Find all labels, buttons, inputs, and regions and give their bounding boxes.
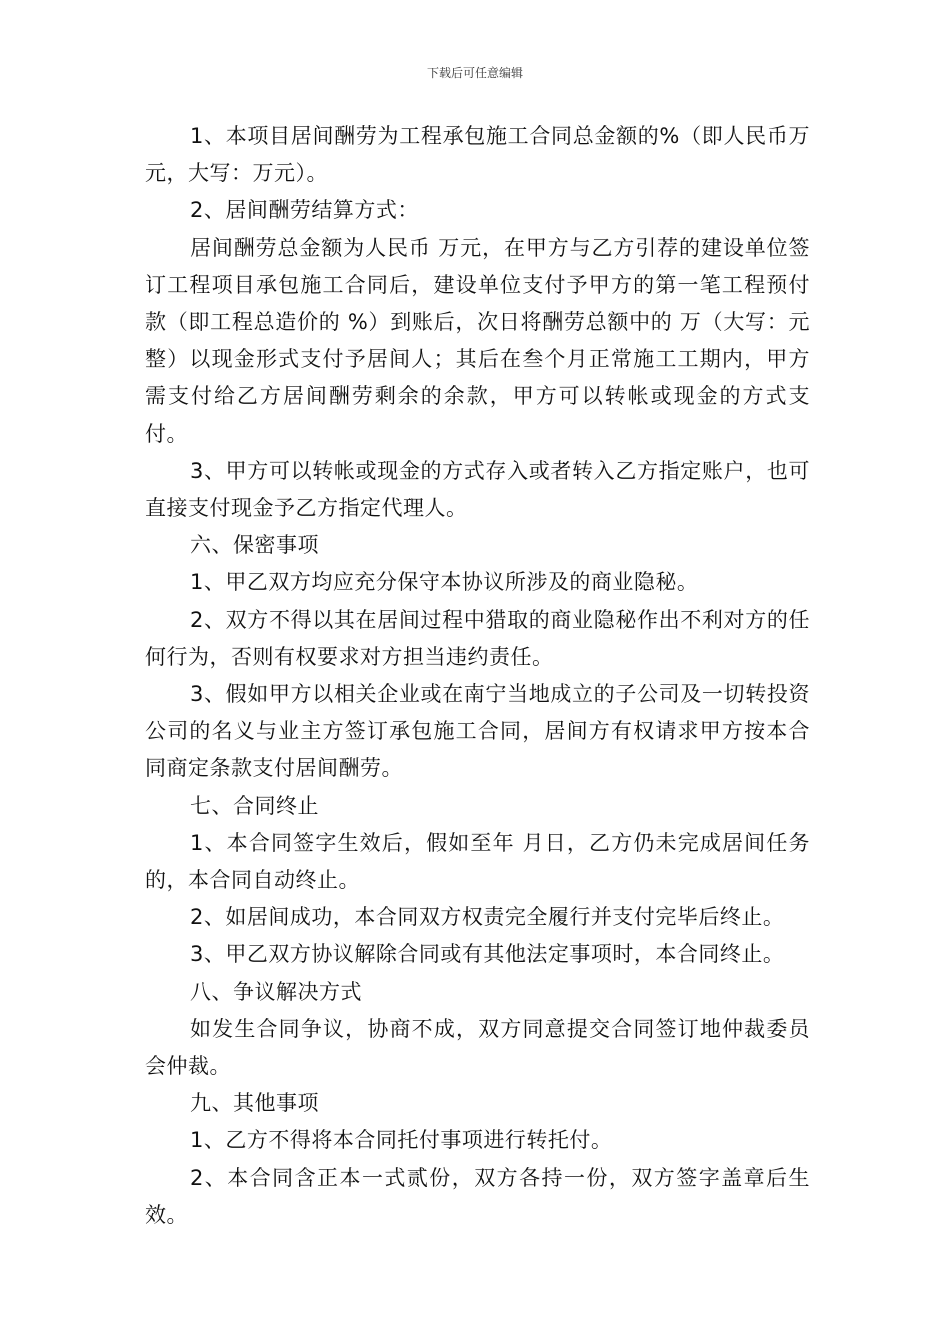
paragraph: 2、本合同含正本一式贰份，双方各持一份，双方签字盖章后生效。 — [145, 1165, 810, 1227]
paragraph: 1、本项目居间酬劳为工程承包施工合同总金额的%（即人民币万元，大写：万元）。 — [145, 124, 810, 186]
paragraph: 3、甲方可以转帐或现金的方式存入或者转入乙方指定账户，也可直接支付现金予乙方指定代理人。 — [145, 458, 810, 521]
paragraph: 3、甲乙双方协议解除合同或有其他法定事项时，本合同终止。 — [190, 942, 785, 967]
section-heading: 九、其他事项 — [190, 1091, 319, 1116]
paragraph: 2、双方不得以其在居间过程中猎取的商业隐秘作出不利对方的任何行为，否则有权要求对方担当违约责任。 — [145, 607, 810, 669]
paragraph: 1、本合同签字生效后，假如至年 月日，乙方仍未完成居间任务的，本合同自动终止。 — [145, 830, 810, 893]
document-body — [145, 118, 810, 1234]
section-heading: 六、保密事项 — [190, 533, 319, 558]
paragraph: 居间酬劳总金额为人民币 万元，在甲方与乙方引荐的建设单位签订工程项目承包施工合同后，建设单位支付予甲方的第一笔工程预付款（即工程总造价的 %）到账后，次日将酬劳总额中的 万（大写：元整）以现金形式支付予居间人；其后在叁个月正常施工工期内，甲方需支付给乙方居间酬劳剩余的余款，甲方可以转帐或现金的方式支付。 — [145, 235, 810, 446]
section-heading: 七、合同终止 — [190, 793, 319, 818]
paragraph: 1、甲乙双方均应充分保守本协议所涉及的商业隐秘。 — [190, 570, 699, 595]
page-header: 下载后可任意编辑 — [426, 66, 523, 80]
paragraph: 2、居间酬劳结算方式： — [190, 198, 419, 223]
paragraph: 如发生合同争议，协商不成，双方同意提交合同签订地仲裁委员会仲裁。 — [145, 1016, 810, 1079]
paragraph: 2、如居间成功，本合同双方权责完全履行并支付完毕后终止。 — [190, 905, 785, 930]
paragraph: 1、乙方不得将本合同托付事项进行转托付。 — [190, 1128, 613, 1153]
paragraph: 3、假如甲方以相关企业或在南宁当地成立的子公司及一切转投资公司的名义与业主方签订承包施工合同，居间方有权请求甲方按本合同商定条款支付居间酬劳。 — [145, 682, 810, 781]
section-heading: 八、争议解决方式 — [190, 979, 362, 1004]
